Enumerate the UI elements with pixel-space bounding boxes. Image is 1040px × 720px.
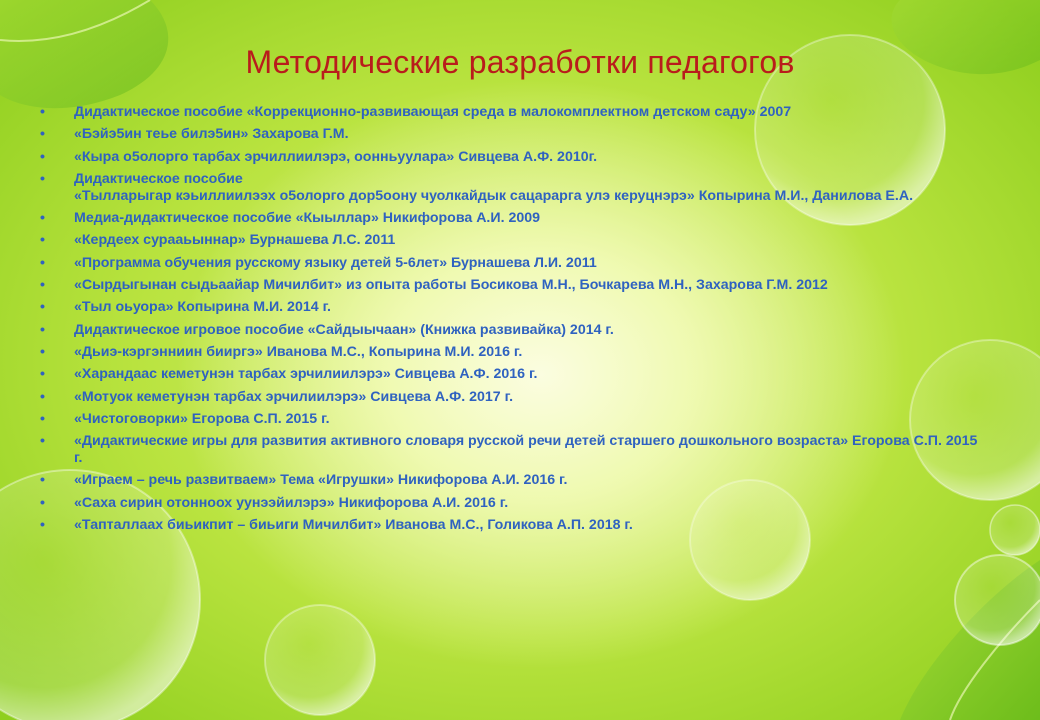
bullet-icon: •	[40, 517, 45, 534]
bullet-icon: •	[40, 232, 45, 249]
list-item-text: «Программа обучения русскому языку детей 5-6лет» Бурнашева Л.И. 2011	[74, 254, 597, 271]
publication-list	[40, 104, 980, 539]
list-item	[40, 299, 980, 316]
list-item-text: Дидактическое пособие «Тылларыгар кэьиллиилээх о5олорго дор5оону чуолкайдык сацарарга улэ керуцнэрэ» Копырина М.И., Данилова Е.А.	[74, 170, 914, 204]
bullet-icon: •	[40, 299, 45, 316]
bullet-icon: •	[40, 210, 45, 227]
list-item-text: «Бэйэ5ин теье билэ5ин» Захарова Г.М.	[74, 126, 349, 143]
list-item-text: «Чистоговорки» Егорова С.П. 2015 г.	[74, 410, 330, 427]
bullet-icon: •	[40, 472, 45, 489]
list-item-text: Дидактическое игровое пособие «Сайдыычаан» (Книжка развивайка) 2014 г.	[74, 321, 614, 338]
list-item	[40, 366, 980, 383]
bullet-icon: •	[40, 126, 45, 143]
bullet-icon: •	[40, 277, 45, 294]
list-item	[40, 255, 980, 272]
list-item	[40, 210, 980, 227]
list-item	[40, 495, 980, 512]
bullet-icon: •	[40, 433, 45, 450]
slide-title: Методические разработки педагогов	[245, 44, 795, 80]
list-item-text: «Кердеех сурааьыннар» Бурнашева Л.С. 2011	[74, 232, 396, 249]
list-item	[40, 126, 980, 143]
list-item	[40, 411, 980, 428]
bullet-icon: •	[40, 343, 45, 360]
bullet-icon: •	[40, 148, 45, 165]
list-item	[40, 433, 980, 467]
list-item-text: «Тапталлаах биьикпит – биьиги Мичилбит» Иванова М.С., Голикова А.П. 2018 г.	[74, 517, 633, 534]
list-item	[40, 322, 980, 339]
list-item	[40, 517, 980, 534]
list-item-text: «Саха сирин отонноох уунээйилэрэ» Никифорова А.И. 2016 г.	[74, 494, 509, 511]
list-item	[40, 104, 980, 121]
bullet-icon: •	[40, 254, 45, 271]
list-item	[40, 149, 980, 166]
list-item	[40, 171, 980, 205]
list-item-text: «Мотуок кеметунэн тарбах эрчилиилэрэ» Сивцева А.Ф. 2017 г.	[74, 388, 514, 405]
list-item-text: Дидактическое пособие «Коррекционно-развивающая среда в малокомплектном детском саду» 2007	[74, 104, 792, 120]
list-item-text: «Дьиэ-кэргэнниин бииргэ» Иванова М.С., Копырина М.И. 2016 г.	[74, 343, 523, 360]
list-item	[40, 344, 980, 361]
list-item	[40, 472, 980, 489]
list-item-text: «Харандаас кеметунэн тарбах эрчилиилэрэ» Сивцева А.Ф. 2016 г.	[74, 366, 538, 383]
list-item-text: «Тыл оьуора» Копырина М.И. 2014 г.	[74, 299, 331, 316]
bullet-icon: •	[40, 410, 45, 427]
bullet-icon: •	[40, 494, 45, 511]
list-item-text: «Кыра о5олорго тарбах эрчиллиилэрэ, оонньуулара» Сивцева А.Ф. 2010г.	[74, 148, 598, 165]
list-item-text: Медиа-дидактическое пособие «Кыыллар» Никифорова А.И. 2009	[74, 210, 541, 227]
bullet-icon: •	[40, 366, 45, 383]
list-item-text: «Сырдыгынан сыдьаайар Мичилбит» из опыта работы Босикова М.Н., Бочкарева М.Н., Захарова Г.М. 2012	[74, 277, 828, 294]
list-item	[40, 389, 980, 406]
bullet-icon: •	[40, 170, 45, 187]
bullet-icon: •	[40, 321, 45, 338]
list-item-text: «Дидактические игры для развития активного словаря русской речи детей старшего дошкольного возраста» Егорова С.П. 2015 г.	[74, 433, 978, 467]
bullet-icon: •	[40, 388, 45, 405]
list-item-text: «Играем – речь развитваем» Тема «Игрушки» Никифорова А.И. 2016 г.	[74, 472, 568, 489]
list-item	[40, 277, 980, 294]
bullet-icon: •	[40, 104, 45, 120]
list-item	[40, 232, 980, 249]
